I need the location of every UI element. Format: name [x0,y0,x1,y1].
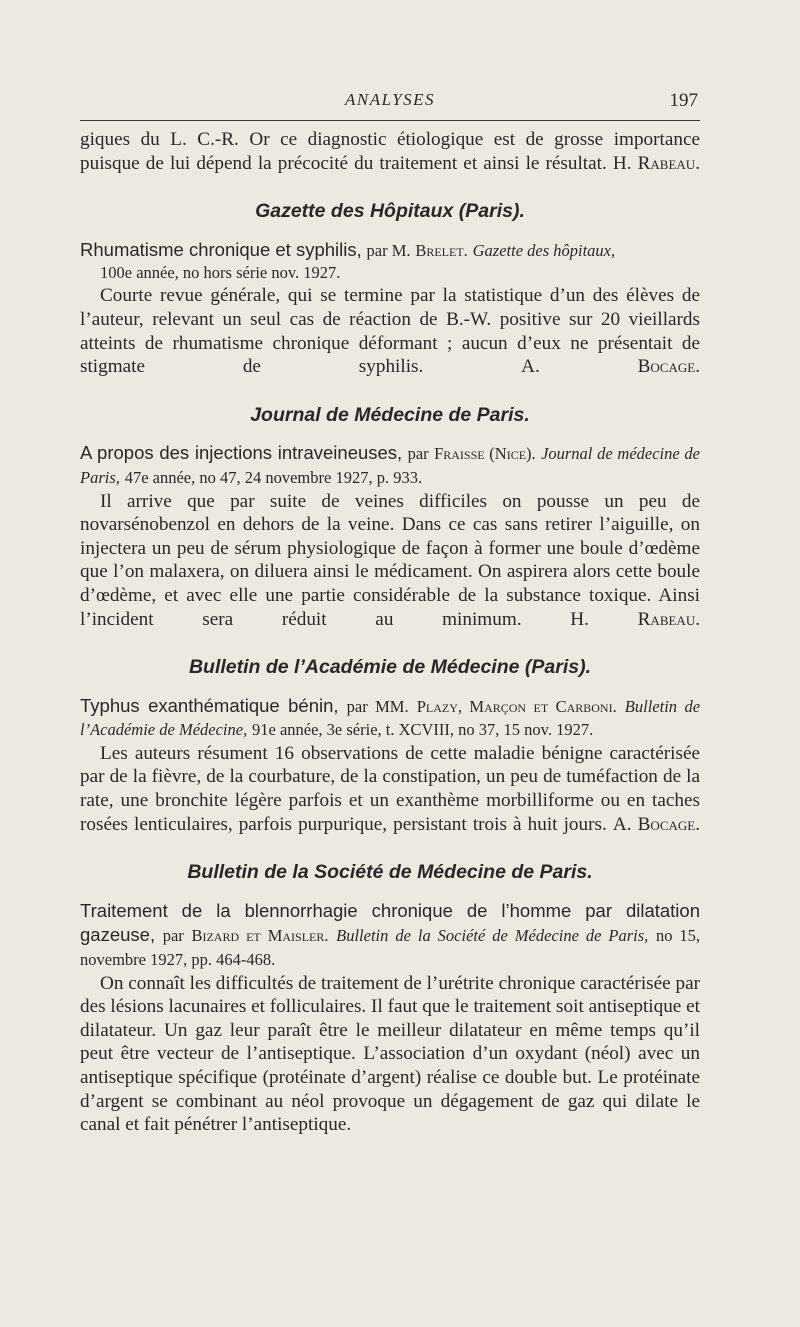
entry-title: A propos des injections intraveineuses, [80,442,403,464]
entry-citation [80,694,700,742]
intro-text: giques du L. C.-R. Or ce diagnostic étiologique est de grosse importance puisque de lui dépend la précocité du traitement et ainsi le résultat. [80,129,700,174]
citation-details: 100e année, no hors série nov. 1927. [100,263,341,283]
entry-citation [80,441,700,489]
reviewer-signature: A. Bocage. [612,813,700,835]
review-paragraph [80,742,700,836]
page-number: 197 [669,90,698,111]
citation-source: Bulletin de l’Académie de Médecine, [80,696,701,740]
citation-source: Journal de médecine de Paris, [80,444,700,487]
intro-author: H. Rabeau. [612,152,700,174]
citation-by: par [407,444,429,464]
review-text: Courte revue générale, qui se termine par la statistique d’un des élèves de l’auteur, relevant un seul cas de réaction de B.-W. positive sur 20 vieillards atteints de rhumatisme chronique déformant ; aucun d’eux ne présentait de stigmate de syphilis. [80,285,700,378]
citation-authors: Plazy, Marçon et Carboni. [416,696,617,716]
reviewer-signature: A. Bocage. [521,356,700,378]
article-body [80,128,700,1137]
entry-citation [80,238,700,285]
entry-title: Traitement de la blennorrhagie chronique de l’homme par dilatation gazeuse, [80,899,700,946]
entry-citation [80,899,700,972]
citation-by: par M. [366,240,411,260]
entry-title: Rhumatisme chronique et syphilis, [80,238,362,260]
citation-details: no 15, novembre 1927, pp. 464-468. [80,926,701,970]
review-text: Les auteurs résument 16 observations de cette maladie bénigne caractérisée par de la fièvre, de la courbature, de la constipation, un peu de tuméfaction de la rate, une bronchite légère parfois et un exanthème morbilliforme ou en taches rosées lenticulaires, parfois purpurique, persistant trois à huit jours. [80,742,700,835]
citation-authors: Brelet. [415,240,468,260]
journal-heading: Journal de Médecine de Paris. [250,403,530,426]
citation-authors: Bizard et Maisler. [191,926,329,946]
citation-details: 91e année, 3e série, t. XCVIII, no 37, 15 nov. 1927. [252,720,594,740]
citation-by: par MM. [346,696,409,716]
citation-source: Bulletin de la Société de Médecine de Paris, [336,926,649,946]
review-paragraph [80,490,700,632]
entry-title: Typhus exanthématique bénin, [80,694,339,716]
journal-heading: Bulletin de l’Académie de Médecine (Paris). [188,656,592,679]
review-paragraph [80,284,700,378]
citation-source: Gazette des hôpitaux, [472,240,616,260]
intro-paragraph [80,128,700,175]
review-text: Il arrive que par suite de veines difficiles on pousse un peu de novarsénobenzol en dehors de la veine. Dans ce cas sans retirer l’aiguille, on injectera un peu de sérum physiologique de façon à former une boule d’œdème que l’on malaxera, on diluera ainsi le médicament. On aspirera alors cette boule d’œdème, et avec elle une partie considérable de la substance toxique. Ainsi l’incident sera réduit au minimum. [80,490,700,630]
citation-by: par [162,926,184,946]
reviewer-signature: H. Rabeau. [570,608,701,630]
citation-authors: Fraisse (Nice). [434,444,536,464]
review-paragraph [80,972,700,1137]
running-head-title: ANALYSES [344,90,436,109]
running-head [80,86,700,121]
citation-details: 47e année, no 47, 24 novembre 1927, p. 933. [124,467,423,487]
journal-heading: Gazette des Hôpitaux (Paris). [255,200,525,223]
review-text: On connaît les difficultés de traitement de l’urétrite chronique caractérisée par des lésions lacunaires et folliculaires. Il faut que le traitement soit antiseptique et dilatateur. Un gaz leur paraît être le meilleur dilatateur en même temps qu’il peut être vecteur de l’antiseptique. L’association d’un oxydant (néol) avec un antiseptique spécifique (protéinate d’argent) réalise ce double but. Le protéinate d’argent se combinant au néol provoque un dégagement de gaz qui dilate le canal et fait pénétrer l’antiseptique. [80,972,700,1136]
journal-heading: Bulletin de la Société de Médecine de Paris. [187,861,593,884]
